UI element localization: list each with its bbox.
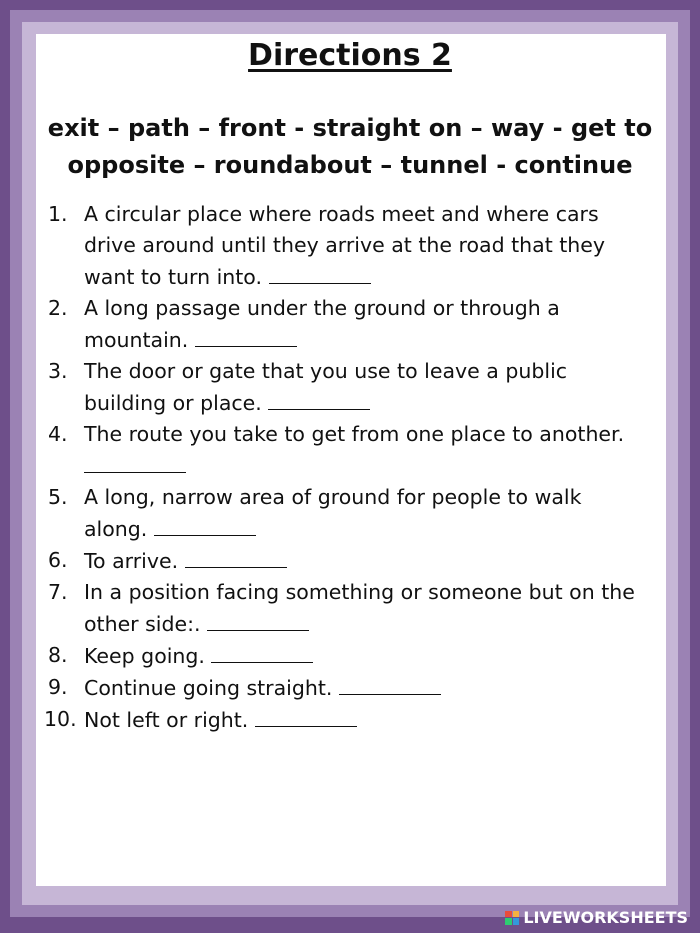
answer-blank[interactable] xyxy=(339,672,441,695)
question-text: A long passage under the ground or through a xyxy=(84,296,560,320)
logo-square xyxy=(505,918,512,925)
question-text-line xyxy=(84,356,664,387)
question-text: along. xyxy=(84,517,148,541)
question-text-line xyxy=(84,640,664,672)
question-text: Not left or right. xyxy=(84,708,249,732)
question-item xyxy=(44,482,664,545)
question-text: To arrive. xyxy=(84,549,179,573)
question-number: 4. xyxy=(48,422,68,446)
question-item xyxy=(44,640,664,672)
question-number: 2. xyxy=(48,296,68,320)
question-item xyxy=(44,577,664,640)
logo-square xyxy=(505,911,512,918)
answer-blank[interactable] xyxy=(185,545,287,568)
answer-blank[interactable] xyxy=(207,608,309,631)
question-text-line xyxy=(84,261,664,293)
question-list xyxy=(44,199,664,736)
logo-text: LIVEWORKSHEETS xyxy=(523,908,688,927)
question-text: The door or gate that you use to leave a public xyxy=(84,359,568,383)
question-number: 7. xyxy=(48,580,68,604)
question-text-line xyxy=(84,387,664,419)
logo-square xyxy=(513,911,520,918)
question-text: A circular place where roads meet and where cars xyxy=(84,202,599,226)
question-number: 9. xyxy=(48,675,68,699)
question-text-line xyxy=(84,577,664,608)
liveworksheets-logo xyxy=(505,908,688,927)
question-text: Keep going. xyxy=(84,644,205,668)
question-text: A long, narrow area of ground for people to walk xyxy=(84,485,582,509)
answer-blank[interactable] xyxy=(268,387,370,410)
question-text-line xyxy=(84,324,664,356)
question-number: 6. xyxy=(48,548,68,572)
question-text-line xyxy=(84,672,664,704)
question-text: The route you take to get from one place to another. xyxy=(84,422,625,446)
question-item xyxy=(44,704,664,736)
question-item xyxy=(44,293,664,356)
question-text: other side:. xyxy=(84,612,201,636)
word-bank xyxy=(0,110,700,184)
question-item xyxy=(44,419,664,482)
question-text: mountain. xyxy=(84,328,189,352)
word-bank-line-1: exit – path – front - straight on – way - get to xyxy=(47,114,653,142)
question-text: Continue going straight. xyxy=(84,676,333,700)
question-text-line xyxy=(84,450,664,482)
question-item xyxy=(44,545,664,577)
question-item xyxy=(44,672,664,704)
question-text-line xyxy=(84,704,664,736)
logo-icon xyxy=(505,911,519,925)
question-item xyxy=(44,356,664,419)
answer-blank[interactable] xyxy=(84,450,186,473)
question-text: In a position facing something or someone but on the xyxy=(84,580,635,604)
question-text-line xyxy=(84,608,664,640)
question-text: drive around until they arrive at the road that they xyxy=(84,233,606,257)
question-text-line xyxy=(84,293,664,324)
question-text-line xyxy=(84,199,664,230)
question-item xyxy=(44,199,664,293)
answer-blank[interactable] xyxy=(195,324,297,347)
question-text-line xyxy=(84,230,664,261)
question-text-line xyxy=(84,419,664,450)
question-text-line xyxy=(84,545,664,577)
question-text: building or place. xyxy=(84,391,262,415)
answer-blank[interactable] xyxy=(154,513,256,536)
question-number: 5. xyxy=(48,485,68,509)
question-number: 3. xyxy=(48,359,68,383)
question-number: 10. xyxy=(44,707,77,731)
question-number: 1. xyxy=(48,202,68,226)
question-text-line xyxy=(84,513,664,545)
word-bank-line-2: opposite – roundabout – tunnel - continue xyxy=(67,151,633,179)
logo-square xyxy=(513,918,520,925)
question-number: 8. xyxy=(48,643,68,667)
page-title: Directions 2 xyxy=(248,38,452,73)
question-text: want to turn into. xyxy=(84,265,263,289)
answer-blank[interactable] xyxy=(211,640,313,663)
answer-blank[interactable] xyxy=(255,704,357,727)
question-text-line xyxy=(84,482,664,513)
answer-blank[interactable] xyxy=(269,261,371,284)
